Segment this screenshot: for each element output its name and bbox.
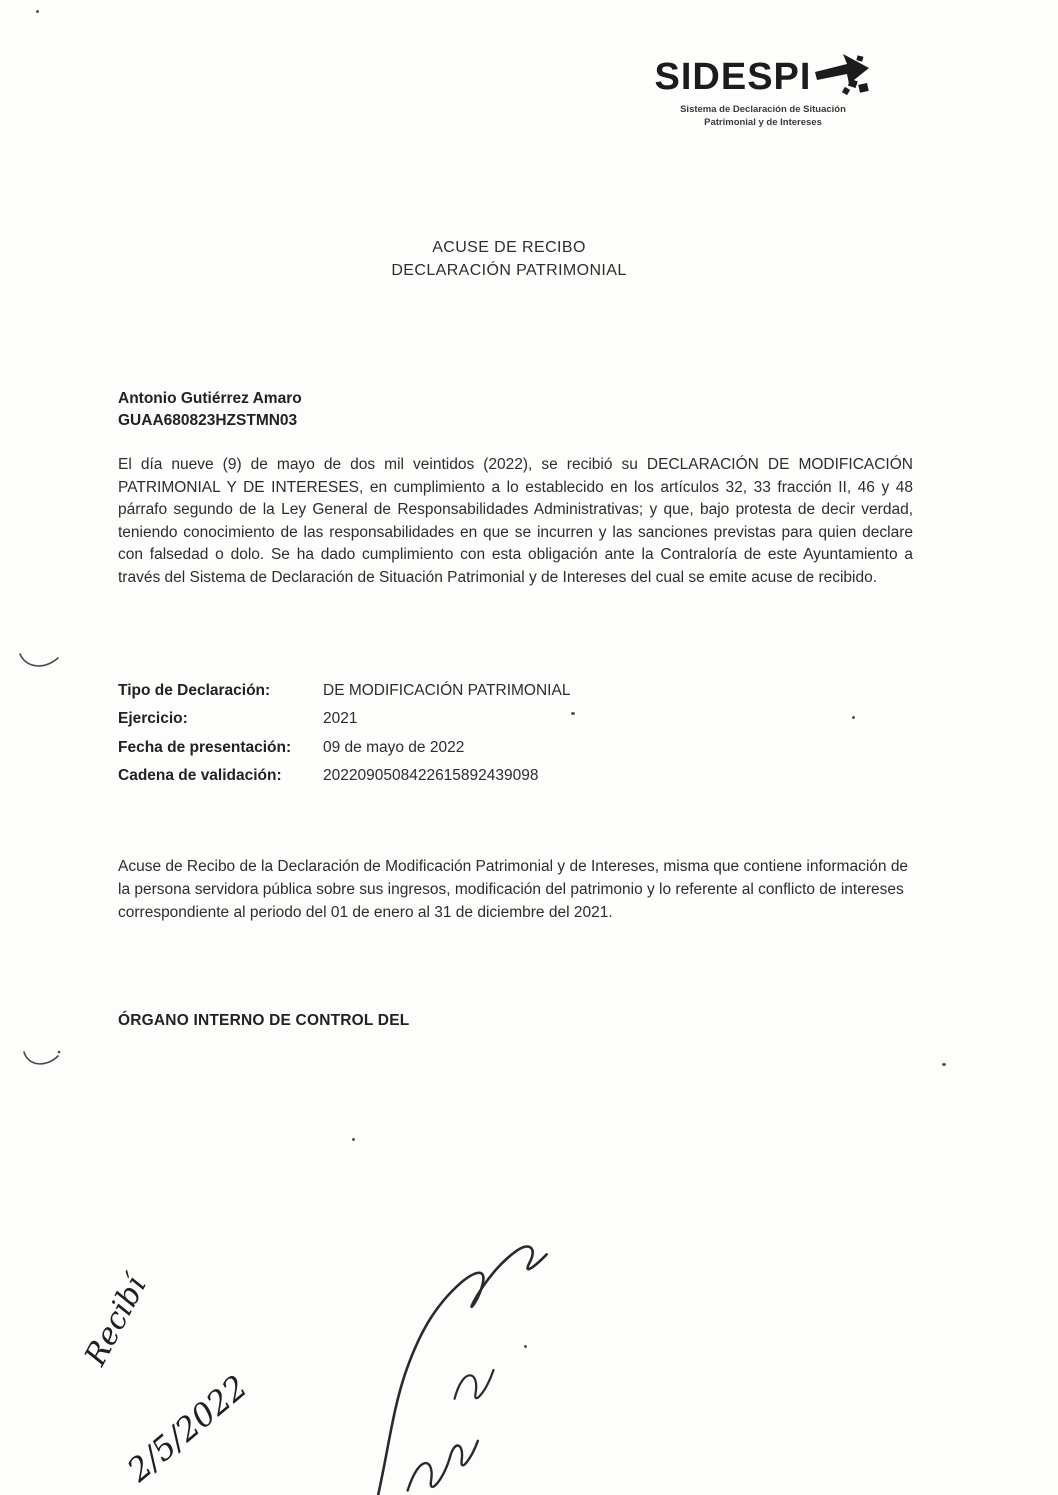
field-tipo-declaracion <box>118 681 818 700</box>
document-title-line1: ACUSE DE RECIBO <box>432 239 586 256</box>
organo-interno-heading: ÓRGANO INTERNO DE CONTROL DEL <box>118 1012 410 1029</box>
scan-mark-curve-1 <box>18 648 62 674</box>
field-cadena-validacion <box>118 766 818 785</box>
recipient-curp: GUAA680823HZSTMN03 <box>118 412 298 429</box>
scan-speck-2 <box>571 712 575 715</box>
scan-speck-1 <box>36 10 39 13</box>
handwritten-date: 2/5/2022 <box>120 1367 255 1490</box>
field-label: Cadena de validación: <box>118 767 282 785</box>
field-value: 09 de mayo de 2022 <box>323 738 465 756</box>
sidespi-logo <box>648 58 878 130</box>
summary-paragraph: Acuse de Recibo de la Declaración de Modificación Patrimonial y de Intereses, misma que contiene información de la persona servidora pública sobre sus ingresos, modificación del patrimonio y lo referente al conflicto de intereses correspondiente al periodo del 01 de enero al 31 de diciembre del 2021. <box>118 858 909 921</box>
field-ejercicio <box>118 709 818 728</box>
logo-wordmark: SIDESPI <box>654 56 812 98</box>
scan-speck-6 <box>524 1345 527 1348</box>
field-fecha-presentacion <box>118 738 818 757</box>
scan-mark-curve-2 <box>22 1048 62 1072</box>
handwritten-signature <box>306 1219 634 1495</box>
arrow-scribble-icon <box>813 50 871 100</box>
document-title-line2: DECLARACIÓN PATRIMONIAL <box>391 262 627 280</box>
field-value: 2021 <box>323 710 358 728</box>
logo-tagline-line1: Sistema de Declaración de Situación <box>680 104 846 115</box>
field-value: DE MODIFICACIÓN PATRIMONIAL <box>323 682 571 699</box>
handwritten-recibi: Recibí <box>78 1270 154 1372</box>
scan-speck-3 <box>852 716 855 719</box>
recipient-block <box>118 388 302 432</box>
field-value: 2022090508422615892439098 <box>323 767 539 785</box>
field-label: Ejercicio: <box>118 710 188 728</box>
scan-speck-5 <box>352 1138 355 1141</box>
scan-speck-4 <box>942 1063 946 1066</box>
document-title <box>279 236 739 282</box>
recipient-name: Antonio Gutiérrez Amaro <box>118 390 302 407</box>
logo-tagline-line2: Patrimonial y de Intereses <box>704 116 822 128</box>
body-paragraph: El día nueve (9) de mayo de dos mil veintidos (2022), se recibió su DECLARACIÓN DE MODIFICACIÓN PATRIMONIAL Y DE INTERESES, en cumplimiento a lo establecido en los artículos 32, 33 fracción II, 46 y 48 párrafo segundo de la Ley General de Responsabilidades Administrativas; y que, bajo protesta de decir verdad, teniendo conocimiento de las responsabilidades en que se incurren y las sanciones previstas para quien declare con falsedad o dolo. Se ha dado cumplimiento con esta obligación ante la Contraloría de este Ayuntamiento a través del Sistema de Declaración de Situación Patrimonial y de Intereses del cual se emite acuse de recibido. <box>118 456 913 586</box>
field-label: Tipo de Declaración: <box>118 682 271 699</box>
field-label: Fecha de presentación: <box>118 738 292 756</box>
declaration-fields <box>118 681 818 795</box>
